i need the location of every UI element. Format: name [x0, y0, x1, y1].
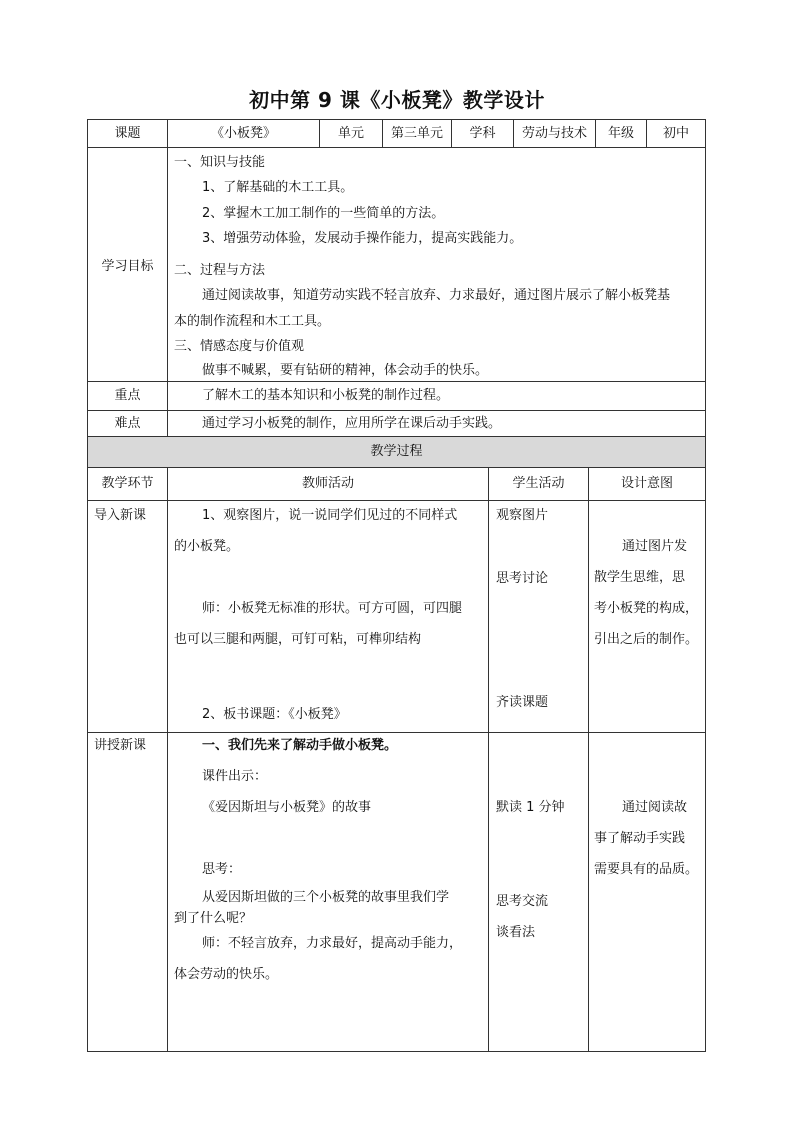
unit-label: 单元: [337, 126, 364, 141]
row-divider: [88, 410, 705, 411]
objective-item: 1、了解基础的木工工具。: [202, 180, 354, 195]
grade-label: 年级: [607, 126, 634, 141]
design-intent: 需要具有的品质。: [594, 862, 699, 877]
col-header-student: 学生活动: [512, 476, 565, 491]
col-divider: [488, 467, 489, 1052]
objectives-label: 学习目标: [101, 259, 154, 274]
teacher-activity: 2、板书课题：《小板凳》: [202, 707, 347, 722]
objective-item: 3、增强劳动体验，发展动手操作能力，提高实践能力。: [202, 231, 523, 246]
col-header-intent: 设计意图: [620, 476, 673, 491]
row-divider: [88, 147, 705, 148]
teacher-activity: 到了什么呢？: [174, 911, 253, 926]
col-divider: [167, 147, 168, 437]
row-divider: [88, 381, 705, 382]
objective-section-1: 一、知识与技能: [174, 155, 266, 170]
unit-value: 第三单元: [390, 126, 443, 141]
teacher-activity: 《爱因斯坦与小板凳》的故事: [202, 800, 372, 815]
subject-label: 学科: [469, 126, 496, 141]
lesson-plan-table: [87, 119, 706, 1052]
design-intent: 事了解动手实践: [594, 831, 686, 846]
student-activity: 默读 1 分钟: [496, 800, 565, 815]
teacher-activity: 从爱因斯坦做的三个小板凳的故事里我们学: [202, 890, 450, 905]
objective-item: 2、掌握木工加工制作的一些简单的方法。: [202, 206, 445, 221]
page-title: 初中第 9 课《小板凳》教学设计: [249, 88, 545, 112]
teacher-activity: 思考：: [202, 862, 242, 877]
teacher-activity: 师：不轻言放弃，力求最好，提高动手能力，: [202, 936, 463, 951]
key-point-text: 了解木工的基本知识和小板凳的制作过程。: [202, 388, 450, 403]
student-activity: 思考讨论: [496, 571, 549, 586]
difficulty-label: 难点: [114, 416, 141, 431]
objective-text: 做事不喊累，要有钻研的精神，体会动手的快乐。: [202, 363, 489, 378]
design-intent: 通过阅读故: [622, 800, 688, 815]
design-intent: 考小板凳的构成，: [594, 601, 699, 616]
teacher-activity: 体会劳动的快乐。: [174, 967, 279, 982]
col-divider: [167, 467, 168, 1052]
objective-text: 通过阅读故事，知道劳动实践不轻言放弃、力求最好，通过图片展示了解小板凳基: [202, 288, 671, 303]
topic-value: 《小板凳》: [210, 126, 276, 141]
teacher-activity: 一、我们先来了解动手做小板凳。: [202, 738, 398, 753]
teacher-activity: 也可以三腿和两腿，可钉可粘，可榫卯结构: [174, 632, 422, 647]
grade-value: 初中: [662, 126, 689, 141]
process-heading: 教学过程: [370, 444, 423, 459]
student-activity: 思考交流: [496, 894, 549, 909]
subject-value: 劳动与技术: [521, 126, 587, 141]
col-header-teacher: 教师活动: [301, 476, 354, 491]
objective-section-3: 三、情感态度与价值观: [174, 339, 305, 354]
row-divider: [88, 732, 705, 733]
teacher-activity: 师：小板凳无标准的形状。可方可圆，可四腿: [202, 601, 463, 616]
col-divider: [588, 467, 589, 1052]
stage-intro: 导入新课: [94, 508, 147, 523]
teacher-activity: 1、观察图片，说一说同学们见过的不同样式: [202, 508, 458, 523]
student-activity: 观察图片: [496, 508, 549, 523]
design-intent: 散学生思维，思: [594, 570, 686, 585]
objective-text: 本的制作流程和木工工具。: [174, 314, 331, 329]
stage-new: 讲授新课: [94, 738, 147, 753]
student-activity: 谈看法: [496, 925, 536, 940]
teacher-activity: 课件出示：: [202, 769, 268, 784]
design-intent: 通过图片发: [622, 539, 688, 554]
objective-section-2: 二、过程与方法: [174, 263, 266, 278]
key-point-label: 重点: [114, 388, 141, 403]
col-header-stage: 教学环节: [101, 476, 154, 491]
row-divider: [88, 467, 705, 468]
design-intent: 引出之后的制作。: [594, 632, 699, 647]
student-activity: 齐读课题: [496, 695, 549, 710]
difficulty-text: 通过学习小板凳的制作，应用所学在课后动手实践。: [202, 416, 502, 431]
teacher-activity: 的小板凳。: [174, 539, 240, 554]
row-divider: [88, 500, 705, 501]
topic-label: 课题: [114, 126, 141, 141]
